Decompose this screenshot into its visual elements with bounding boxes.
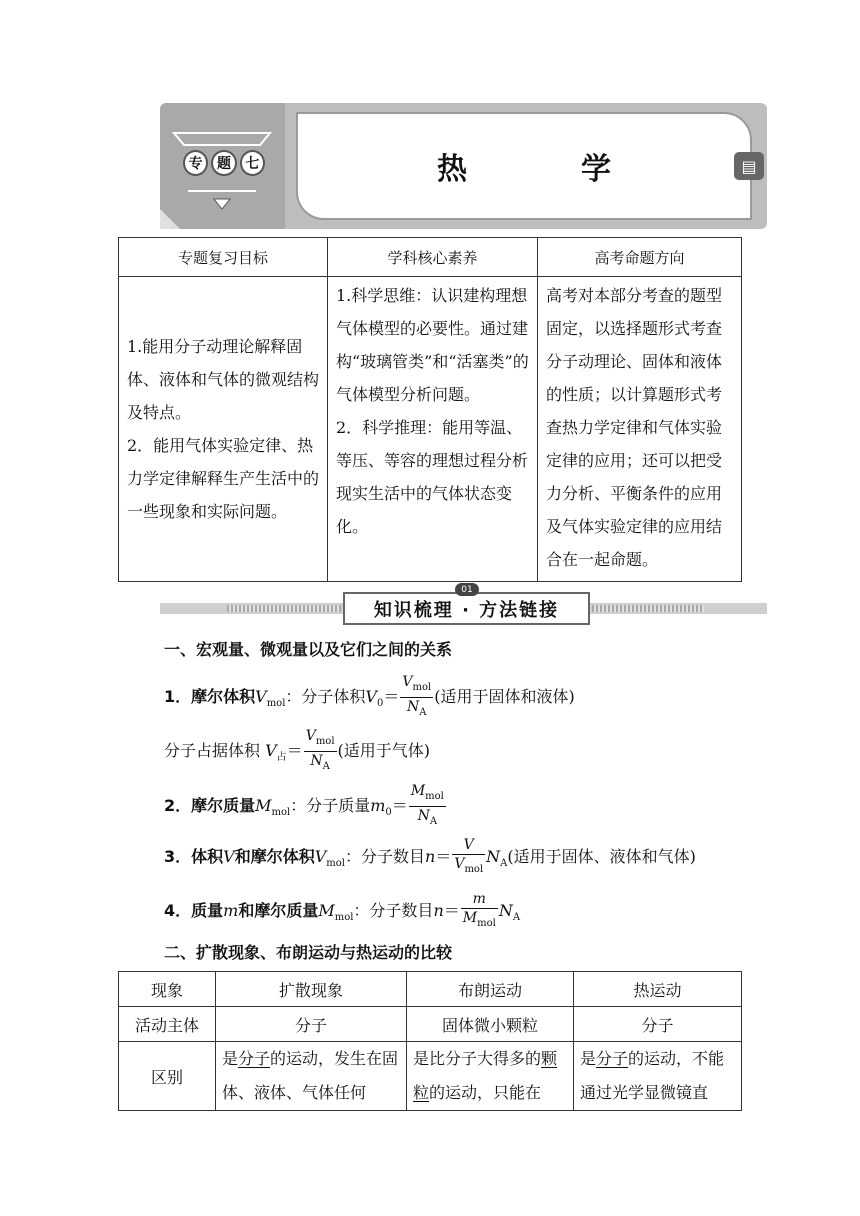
sub: 0	[385, 806, 392, 818]
text: ：分子体积	[285, 686, 366, 706]
var: n	[425, 846, 436, 866]
var: m	[472, 891, 486, 907]
eq: ＝	[435, 846, 452, 866]
table-cell: 分子	[216, 1007, 407, 1042]
table-cell: 现象	[119, 972, 216, 1007]
var: V	[365, 686, 377, 706]
sub: mol	[315, 735, 335, 747]
table-cell	[407, 1042, 574, 1111]
formula-label: 1．摩尔体积	[164, 686, 256, 706]
text: 是比分子大得多的	[413, 1049, 542, 1068]
var: V	[223, 846, 235, 866]
formula-line-1	[164, 673, 575, 722]
underlined-text: 分子	[596, 1049, 629, 1068]
section-number: 01	[455, 583, 479, 596]
objectives-cell	[119, 277, 328, 582]
section-divider-hatch	[227, 605, 341, 612]
text: ：分子数目	[344, 846, 425, 866]
var: N	[310, 752, 323, 769]
var: V	[454, 856, 465, 872]
book-search-icon[interactable]: ▤	[734, 152, 764, 180]
formula-line-5	[164, 890, 520, 933]
sub: mol	[271, 806, 291, 818]
var: M	[318, 900, 335, 920]
var: m	[370, 795, 386, 815]
competency-cell	[328, 277, 538, 582]
table-cell: 活动主体	[119, 1007, 216, 1042]
formula-label: 和摩尔质量	[238, 900, 319, 920]
text: 分子占据体积	[164, 740, 261, 760]
var: m	[223, 900, 239, 920]
var: M	[410, 783, 426, 799]
table-cell	[574, 1042, 742, 1111]
competency-item: 1.科学思维：认识建构理想气体模型的必要性。通过建构“玻璃管类”和“活塞类”的气体模型分析问题。	[336, 286, 529, 404]
chapter-title: 热 学	[437, 152, 653, 187]
sub: mol	[477, 917, 496, 929]
table-cell	[216, 1042, 407, 1111]
formula-label: 和摩尔体积	[234, 846, 315, 866]
badge-char: 七	[240, 150, 265, 176]
fraction	[409, 782, 446, 831]
exam-direction-cell: 高考对本部分考查的题型固定，以选择题形式考查分子动理论、固体和液体的性质；以计算题形式考查热力学定律和气体实验定律的应用；还可以把受力分析、平衡条件的应用及气体实验定律的应用结合在一起命题。	[538, 277, 742, 582]
heading-macro-micro: 一、宏观量、微观量以及它们之间的关系	[164, 640, 453, 659]
var: N	[417, 807, 430, 824]
badge-char: 题	[211, 150, 236, 176]
var: N	[498, 900, 513, 920]
formula-line-2	[164, 727, 430, 776]
sub: mol	[425, 790, 444, 802]
objectives-table	[118, 237, 742, 582]
text: ：分子数目	[353, 900, 434, 920]
text: 的运动，只能在	[429, 1083, 542, 1102]
table-cell: 分子	[574, 1007, 742, 1042]
var: n	[433, 900, 444, 920]
text: ：分子质量	[290, 795, 371, 815]
underlined-text: 分子	[238, 1049, 271, 1068]
sub: mol	[464, 863, 484, 875]
fraction	[400, 673, 433, 722]
sub: A	[512, 912, 521, 924]
text: 是	[580, 1049, 597, 1068]
section-title: 知识梳理 · 方法链接	[343, 592, 590, 625]
text: (适用于固体和液体)	[434, 686, 575, 706]
formula-label: 2．摩尔质量	[164, 795, 256, 815]
table-cell: 热运动	[574, 972, 742, 1007]
var: V	[463, 837, 474, 853]
table-header: 高考命题方向	[538, 238, 742, 277]
sub: 0	[376, 697, 384, 709]
table-cell: 区别	[119, 1042, 216, 1111]
text: (适用于固体、液体和气体)	[507, 846, 696, 866]
sub: mol	[334, 912, 354, 924]
sub: A	[429, 815, 438, 827]
var: V	[265, 740, 277, 760]
section-divider-hatch	[592, 605, 704, 612]
var: V	[305, 728, 316, 744]
fraction	[461, 890, 498, 933]
sub: mol	[266, 697, 286, 709]
eq: ＝	[383, 686, 400, 706]
heading-comparison: 二、扩散现象、布朗运动与热运动的比较	[164, 943, 453, 962]
chapter-badge	[183, 150, 265, 180]
table-cell: 固体微小颗粒	[407, 1007, 574, 1042]
comparison-table	[118, 971, 742, 1111]
objective-item: 1.能用分子动理论解释固体、液体和气体的微观结构及特点。	[127, 337, 320, 422]
badge-char: 专	[183, 150, 208, 176]
sub: A	[322, 760, 330, 772]
var: M	[462, 910, 478, 926]
var: M	[255, 795, 272, 815]
text: (适用于气体)	[337, 740, 431, 760]
sub: mol	[412, 681, 432, 693]
var: V	[402, 674, 413, 690]
formula-label: 3．体积	[164, 846, 224, 866]
var: V	[314, 846, 327, 866]
sub: mol	[326, 858, 345, 870]
underlined-text: 颗粒	[413, 1049, 558, 1102]
sub: 占	[276, 751, 287, 763]
table-header: 专题复习目标	[119, 238, 328, 277]
sub: A	[500, 858, 508, 870]
var: N	[486, 846, 501, 866]
formula-line-3	[164, 782, 447, 831]
sub: A	[419, 706, 427, 718]
var: N	[407, 698, 420, 715]
text: 的运动，发生在固体、液体、气体任何	[222, 1049, 399, 1102]
formula-line-4	[164, 836, 696, 879]
table-cell: 布朗运动	[407, 972, 574, 1007]
table-header: 学科核心素养	[328, 238, 538, 277]
eq: ＝	[443, 900, 460, 920]
formula-label: 4．质量	[164, 900, 224, 920]
eq: ＝	[391, 795, 408, 815]
fraction	[304, 727, 337, 776]
var: V	[255, 686, 267, 706]
fraction	[452, 836, 485, 879]
text: 是	[222, 1049, 239, 1068]
eq: ＝	[286, 740, 303, 760]
text: 的运动，不能通过光学显微镜直	[580, 1049, 725, 1102]
table-cell: 扩散现象	[216, 972, 407, 1007]
competency-item: 2．科学推理：能用等温、等压、等容的理想过程分析现实生活中的气体状态变化。	[336, 418, 529, 536]
objective-item: 2．能用气体实验定律、热力学定律解释生产生活中的一些现象和实际问题。	[127, 436, 320, 521]
